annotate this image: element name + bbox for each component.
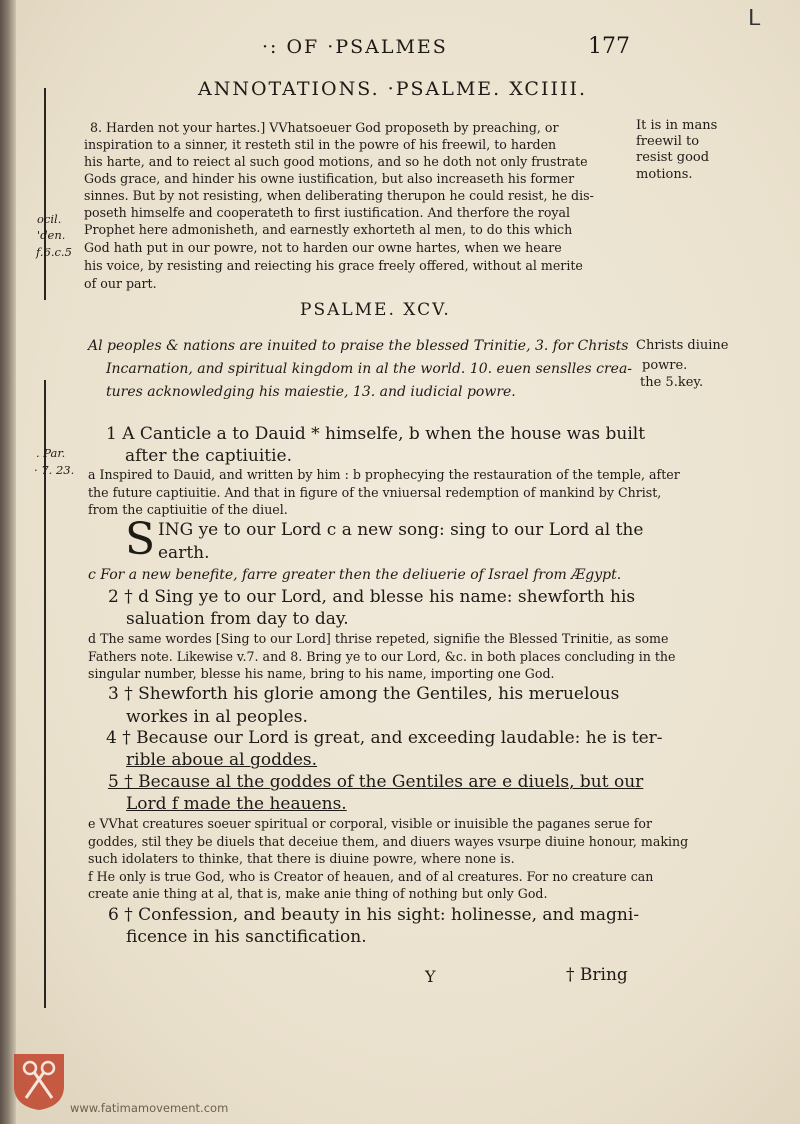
book-spine-shadow xyxy=(0,0,16,1124)
note-ab-line: from the captiuitie of the diuel. xyxy=(88,502,288,517)
verse-6-line: ficence in his sanctification. xyxy=(126,927,367,947)
annotation-line: his harte, and to reiect al such good motions, and so he doth not only frustrate xyxy=(84,154,588,169)
verse-2-line: 2 † d Sing ye to our Lord, and blesse his name: shewforth his xyxy=(108,587,636,607)
annotation-line: inspiration to a sinner, it resteth stil in the powre of his freewil, to harden xyxy=(84,137,557,152)
note-e-line: such idolaters to thinke, that there is diuine powre, where none is. xyxy=(88,851,515,866)
side-note-line: freewil to xyxy=(636,134,700,149)
verse-5-line: 5 † Because al the goddes of the Gentiles are e diuels, but our xyxy=(108,772,644,792)
note-e-line: goddes, stil they be diuels that deceiue them, and diuers wayes vsurpe diuine honour, making xyxy=(88,834,689,849)
side-note-line: motions. xyxy=(636,167,693,182)
verse-5-line: Lord f made the heauens. xyxy=(126,794,347,814)
note-d-line: singular number, blesse his name, bring to his name, importing one God. xyxy=(88,666,555,681)
argument-line: Al peoples & nations are inuited to praise the blessed Trinitie, 3. for Christs xyxy=(88,338,629,354)
running-title: ·: OF ·PSALMES xyxy=(262,36,448,58)
note-ab-line: a Inspired to Dauid, and written by him : b prophecying the restauration of the temple, after xyxy=(88,467,680,482)
left-margin-ref: ocil. xyxy=(37,212,62,226)
left-margin-ref: 'den. xyxy=(37,228,66,242)
verse-4-line: rible aboue al goddes. xyxy=(126,750,318,770)
left-margin-ref: . Par. xyxy=(36,446,66,460)
annotation-line: Prophet here admonisheth, and earnestly exhorteth al men, to do this which xyxy=(84,222,573,237)
verse-4-line: 4 † Because our Lord is great, and exceeding laudable: he is ter- xyxy=(106,728,663,748)
argument-line: Incarnation, and spiritual kingdom in al the world. 10. euen senslles crea- xyxy=(106,361,633,377)
annotation-line: poseth himselfe and cooperateth to first iustification. And therfore the royal xyxy=(84,205,571,220)
verse-sing-line: ING ye to our Lord c a new song: sing to our Lord al the xyxy=(158,520,644,540)
argument-line: tures acknowledging his maiestie, 13. and iudicial powre. xyxy=(106,384,516,400)
argument-side-note: Christs diuine xyxy=(636,338,729,353)
verse-3-line: 3 † Shewforth his glorie among the Gentiles, his meruelous xyxy=(108,684,620,704)
margin-rule-top xyxy=(44,88,46,300)
note-c: c For a new benefite, farre greater then the deliuerie of Israel from Ægypt. xyxy=(88,567,622,583)
argument-side-note: the 5.key. xyxy=(640,375,704,390)
note-f-line: create anie thing at al, that is, make anie thing of nothing but only God. xyxy=(88,886,548,901)
verse-1-line: 1 A Canticle a to Dauid * himselfe, b when the house was built xyxy=(106,424,646,444)
psalm-heading: PSALME. XCV. xyxy=(300,300,451,320)
annotation-line: of our part. xyxy=(84,276,157,291)
annotations-heading: ANNOTATIONS. ·PSALME. XCIIII. xyxy=(198,78,588,100)
verse-2-line: saluation from day to day. xyxy=(126,609,349,629)
catchword: † Bring xyxy=(566,965,628,985)
note-ab-line: the future captiuitie. And that in figure of the vniuersal redemption of mankind by Christ, xyxy=(88,485,662,500)
signature-mark: Y xyxy=(425,967,436,986)
note-d-line: Fathers note. Likewise v.7. and 8. Bring ye to our Lord, &c. in both places concluding in the xyxy=(88,649,676,664)
left-margin-ref: · 7. 23. xyxy=(34,463,75,477)
annotation-line: 8. Harden not your hartes.] VVhatsoeuer God proposeth by preaching, or xyxy=(90,120,559,135)
verse-3-line: workes in al peoples. xyxy=(126,707,308,727)
left-margin-ref: f.6.c.5 xyxy=(36,245,72,259)
annotation-line: sinnes. But by not resisting, when deliberating therupon he could resist, he dis- xyxy=(84,188,594,203)
note-f-line: f He only is true God, who is Creator of heauen, and of al creatures. For no creature can xyxy=(88,869,654,884)
keys-shield-icon xyxy=(12,1052,66,1112)
page-number: 177 xyxy=(588,34,630,59)
annotation-line: God hath put in our powre, not to harden our owne hartes, when we heare xyxy=(84,240,562,255)
side-note-line: resist good xyxy=(636,150,710,165)
argument-side-note: powre. xyxy=(642,358,688,373)
drop-capital: S xyxy=(125,514,156,565)
annotation-line: his voice, by resisting and reiecting his grace freely offered, without al merite xyxy=(84,258,583,273)
verse-1-line: after the captiuitie. xyxy=(125,446,293,466)
verse-6-line: 6 † Confession, and beauty in his sight: holinesse, and magni- xyxy=(108,905,640,925)
side-note-line: It is in mans xyxy=(636,118,718,133)
annotation-line: Gods grace, and hinder his owne iustification, but also increaseth his former xyxy=(84,171,575,186)
corner-mark: ᒪ xyxy=(748,6,761,31)
verse-sing-line: earth. xyxy=(158,543,210,563)
note-e-line: e VVhat creatures soeuer spiritual or corporal, visible or inuisible the paganes serue for xyxy=(88,816,653,831)
note-d-line: d The same wordes [Sing to our Lord] thrise repeted, signifie the Blessed Trinitie, as some xyxy=(88,631,669,646)
watermark: www.fatimamovement.com xyxy=(70,1101,229,1115)
